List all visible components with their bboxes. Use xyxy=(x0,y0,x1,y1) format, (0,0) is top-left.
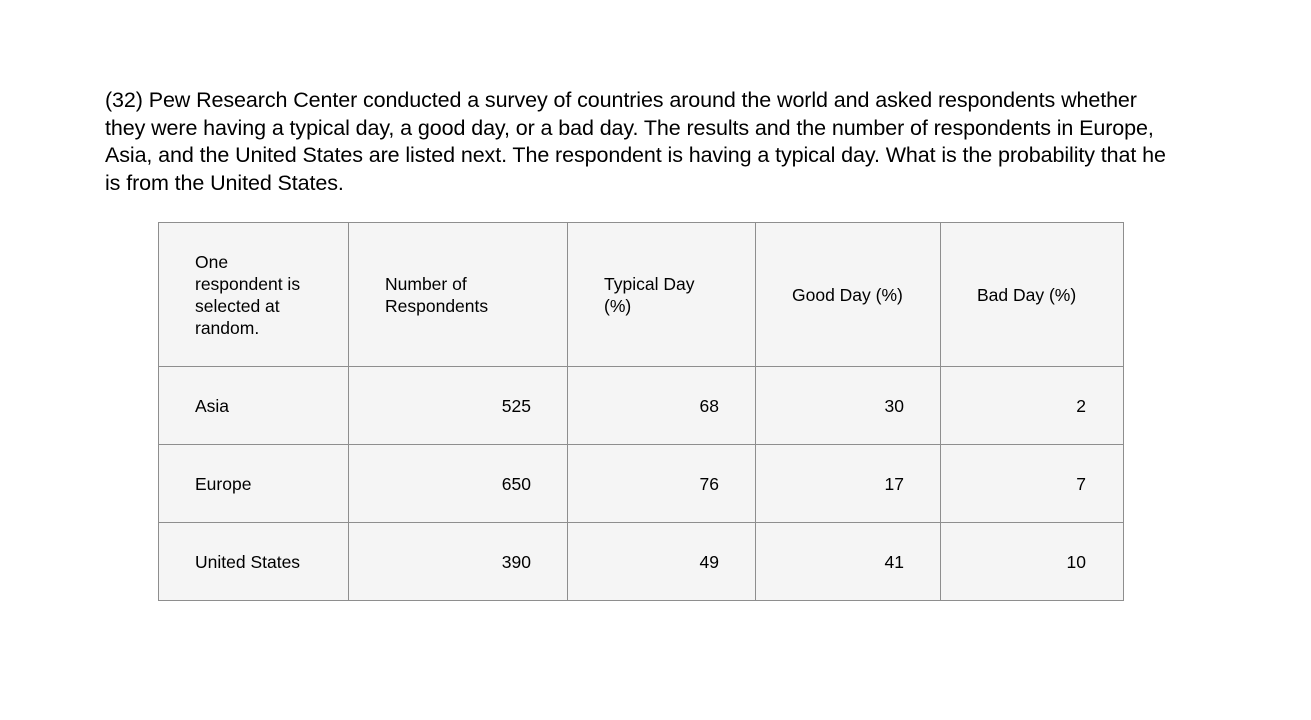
survey-table xyxy=(158,222,1124,601)
header-cell-typical-day: Typical Day (%) xyxy=(568,223,756,367)
typical-day-cell: 49 xyxy=(568,523,756,601)
bad-day-cell: 7 xyxy=(941,445,1124,523)
typical-day-cell: 68 xyxy=(568,367,756,445)
respondents-cell: 390 xyxy=(349,523,568,601)
good-day-cell: 41 xyxy=(756,523,941,601)
respondents-cell: 650 xyxy=(349,445,568,523)
question-text: (32) Pew Research Center conducted a survey of countries around the world and asked respondents whether they were having a typical day, a good day, or a bad day. The results and the number of respondents in Europe, Asia, and the United States are listed next. The respondent is having a typical day. What is the probability that he is from the United States. xyxy=(105,88,1166,195)
respondents-cell: 525 xyxy=(349,367,568,445)
table-row xyxy=(159,445,1124,523)
typical-day-cell: 76 xyxy=(568,445,756,523)
good-day-cell: 17 xyxy=(756,445,941,523)
header-cell-respondents: Number of Respondents xyxy=(349,223,568,367)
header-cell-bad-day: Bad Day (%) xyxy=(941,223,1124,367)
table-header-row xyxy=(159,223,1124,367)
bad-day-cell: 10 xyxy=(941,523,1124,601)
region-cell: United States xyxy=(159,523,349,601)
good-day-cell: 30 xyxy=(756,367,941,445)
header-cell-good-day: Good Day (%) xyxy=(756,223,941,367)
header-cell-selection: One respondent is selected at random. xyxy=(159,223,349,367)
table-row xyxy=(159,523,1124,601)
bad-day-cell: 2 xyxy=(941,367,1124,445)
table-row xyxy=(159,367,1124,445)
region-cell: Asia xyxy=(159,367,349,445)
region-cell: Europe xyxy=(159,445,349,523)
